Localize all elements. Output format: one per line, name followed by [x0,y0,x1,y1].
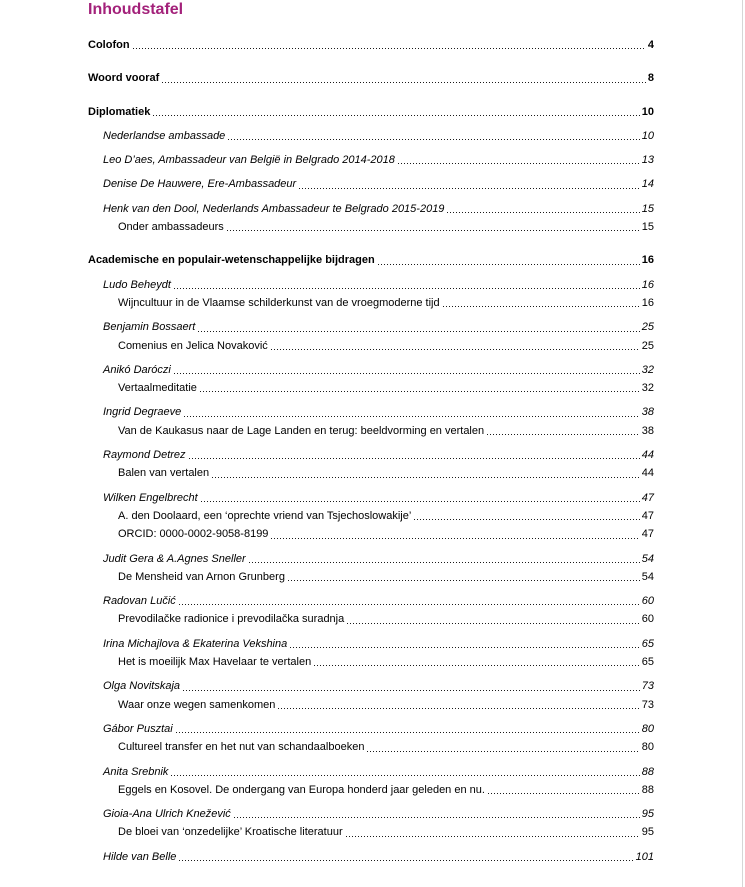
toc-entry-title: Anikó Daróczi [103,363,171,376]
toc-page-number: 88 [641,783,654,796]
toc-page-number: 4 [647,39,654,51]
toc-heading: Inhoudstafel [88,1,184,18]
toc-page-number: 13 [641,154,654,167]
dot-leader [288,580,640,581]
dot-leader [227,230,640,231]
toc-entry-row[interactable] [88,805,654,823]
toc-entry-title: Leo D’aes, Ambassadeur van België in Belgrado 2014-2018 [103,154,395,167]
toc-subentry-title: A. den Doolaard, een ‘oprechte vriend van Tsjechoslowakije’ [118,509,412,522]
toc-entry-title: Anita Srebnik [103,765,169,778]
toc-entry-row[interactable] [88,592,654,610]
toc-subentry-row[interactable] [88,422,654,440]
toc-subentry-row[interactable] [88,379,654,397]
toc-section-row[interactable] [88,36,654,54]
toc-entry-title: Gábor Pusztai [103,722,173,735]
toc-page-number: 25 [641,339,654,352]
toc-subentry-title: Cultureel transfer en het nut van schandaalboeken [118,741,365,754]
toc-page-number: 14 [641,178,654,191]
toc-page-number: 95 [641,826,654,839]
toc-page-number: 38 [641,424,654,437]
dot-leader [299,188,640,189]
dot-leader [174,373,640,374]
toc-page-number: 65 [641,656,654,669]
toc-entry-row[interactable] [88,489,654,507]
toc-subentry-row[interactable] [88,781,654,799]
toc-entry-row[interactable] [88,763,654,781]
toc-page-number: 44 [641,449,654,462]
toc-page-number: 60 [641,613,654,626]
toc-subentry-title: Prevodilačke radionice i prevodilačka suradnja [118,613,345,626]
dot-leader [487,434,640,435]
toc-page-number: 44 [641,467,654,480]
toc-section-row[interactable] [88,103,654,121]
dot-leader [179,604,640,605]
toc-subentry-row[interactable] [88,464,654,482]
toc-page-number: 88 [641,765,654,778]
toc-subentry-title: Waar onze wegen samenkomen [118,698,276,711]
toc-section-title: Woord vooraf [88,72,160,85]
toc-entry-title: Ingrid Degraeve [103,406,182,419]
toc-subentry-row[interactable] [88,738,654,756]
dot-leader [378,264,640,265]
toc-page-number: 95 [641,808,654,821]
toc-page-number: 73 [641,680,654,693]
dot-leader [234,817,640,818]
dot-leader [447,212,639,213]
dot-leader [184,416,639,417]
toc-entry-title: Olga Novitskaja [103,680,181,693]
toc-entry-title: Gioia-Ana Ulrich Knežević [103,808,231,821]
toc-subentry-title: ORCID: 0000-0002-9058-8199 [118,528,269,541]
toc-subentry-title: Onder ambassadeurs [118,221,224,234]
toc-entry-row[interactable] [88,635,654,653]
toc-page-number: 16 [641,278,654,291]
toc-page-number: 8 [647,72,654,85]
dot-leader [174,288,640,289]
dot-leader [346,836,640,837]
toc-subentry-row[interactable] [88,653,654,671]
dot-leader [414,519,639,520]
toc-subentry-row[interactable] [88,218,654,236]
toc-page-number: 15 [641,202,654,215]
dot-leader [162,82,646,83]
dot-leader [183,690,640,691]
toc-page-number: 54 [641,570,654,583]
toc-entry-row[interactable] [88,848,654,866]
toc-page-number: 10 [641,129,654,142]
dot-leader [271,538,639,539]
toc-entry-title: Irina Michajlova & Ekaterina Vekshina [103,637,288,650]
toc-entry-title: Radovan Lučić [103,595,176,608]
dot-leader [176,732,640,733]
dot-leader [443,306,640,307]
toc-subentry-row[interactable] [88,568,654,586]
dot-leader [249,562,640,563]
dot-leader [228,139,639,140]
toc-page-number: 65 [641,637,654,650]
toc-entry-title: Denise De Hauwere, Ere-Ambassadeur [103,178,297,191]
toc-entry-title: Henk van den Dool, Nederlands Ambassadeur te Belgrado 2015-2019 [103,202,445,215]
toc-entry-row[interactable] [88,403,654,421]
toc-page-number: 47 [641,491,654,504]
toc-page-number: 32 [641,363,654,376]
toc-entry-title: Judit Gera & A.Agnes Sneller [103,552,246,565]
toc-entry-row[interactable] [88,550,654,568]
toc-entry-row[interactable] [88,127,654,145]
toc-page-number: 16 [641,296,654,309]
toc-subentry-row[interactable] [88,507,654,525]
dot-leader [290,647,640,648]
toc-subentry-title: Wijncultuur in de Vlaamse schilderkunst van de vroegmoderne tijd [118,296,440,309]
toc-entry-title: Nederlandse ambassade [103,129,226,142]
dot-leader [179,860,633,861]
dot-leader [200,391,640,392]
dot-leader [314,665,640,666]
toc-subentry-row[interactable] [88,294,654,312]
toc-subentry-title: Van de Kaukasus naar de Lage Landen en terug: beeldvorming en vertalen [118,424,485,437]
toc-entry-row[interactable] [88,276,654,294]
toc-entry-title: Wilken Engelbrecht [103,491,198,504]
dot-leader [347,623,640,624]
toc-subentry-row[interactable] [88,525,654,543]
toc-entry-title: Hilde van Belle [103,850,177,863]
dot-leader [133,48,646,49]
toc-entry-row[interactable] [88,318,654,336]
toc-entry-row[interactable] [88,720,654,738]
toc-subentry-title: Het is moeilijk Max Havelaar te vertalen [118,656,312,669]
toc-entry-row[interactable] [88,175,654,193]
toc-section-row[interactable] [88,69,654,87]
toc-page-number: 101 [635,850,654,863]
toc-entry-row[interactable] [88,361,654,379]
toc-entry-row[interactable] [88,151,654,169]
dot-leader [189,458,640,459]
toc-entry-row[interactable] [88,446,654,464]
toc-entry-row[interactable] [88,677,654,695]
toc-entry-title: Ludo Beheydt [103,278,171,291]
toc-section-title: Diplomatiek [88,105,151,118]
toc-page-number: 47 [641,509,654,522]
toc-entry-row[interactable] [88,200,654,218]
dot-leader [171,775,639,776]
toc-section-title: Colofon [88,39,130,51]
toc-page-number: 80 [641,722,654,735]
toc-subentry-title: De bloei van ‘onzedelijke’ Kroatische literatuur [118,826,343,839]
toc-subentry-title: De Mensheid van Arnon Grunberg [118,570,285,583]
toc-subentry-row[interactable] [88,696,654,714]
toc-page-number: 54 [641,552,654,565]
dot-leader [488,793,640,794]
toc-subentry-row[interactable] [88,823,654,841]
toc-subentry-title: Vertaalmeditatie [118,382,197,395]
dot-leader [153,115,639,116]
toc-page-number: 47 [641,528,654,541]
toc-page-number: 25 [641,321,654,334]
dot-leader [278,708,639,709]
dot-leader [367,751,639,752]
toc-subentry-title: Comenius en Jelica Novaković [118,339,268,352]
toc-page-number: 80 [641,741,654,754]
dot-leader [271,349,640,350]
toc-page-number: 60 [641,595,654,608]
dot-leader [212,477,640,478]
table-of-contents [88,21,654,866]
toc-section-row[interactable] [88,251,654,269]
toc-page-number: 16 [641,254,654,267]
dot-leader [201,501,640,502]
dot-leader [398,163,640,164]
dot-leader [198,331,639,332]
toc-page-number: 73 [641,698,654,711]
toc-subentry-title: Balen van vertalen [118,467,210,480]
toc-subentry-row[interactable] [88,610,654,628]
toc-entry-title: Benjamin Bossaert [103,321,196,334]
toc-page-number: 32 [641,382,654,395]
toc-entry-title: Raymond Detrez [103,449,186,462]
toc-page-number: 10 [641,105,654,118]
page-edge-divider [742,0,743,887]
toc-section-title: Academische en populair-wetenschappelijke bijdragen [88,254,375,267]
toc-subentry-row[interactable] [88,337,654,355]
toc-page-number: 38 [641,406,654,419]
toc-page-number: 15 [641,221,654,234]
toc-subentry-title: Eggels en Kosovel. De ondergang van Europa honderd jaar geleden en nu. [118,783,485,796]
